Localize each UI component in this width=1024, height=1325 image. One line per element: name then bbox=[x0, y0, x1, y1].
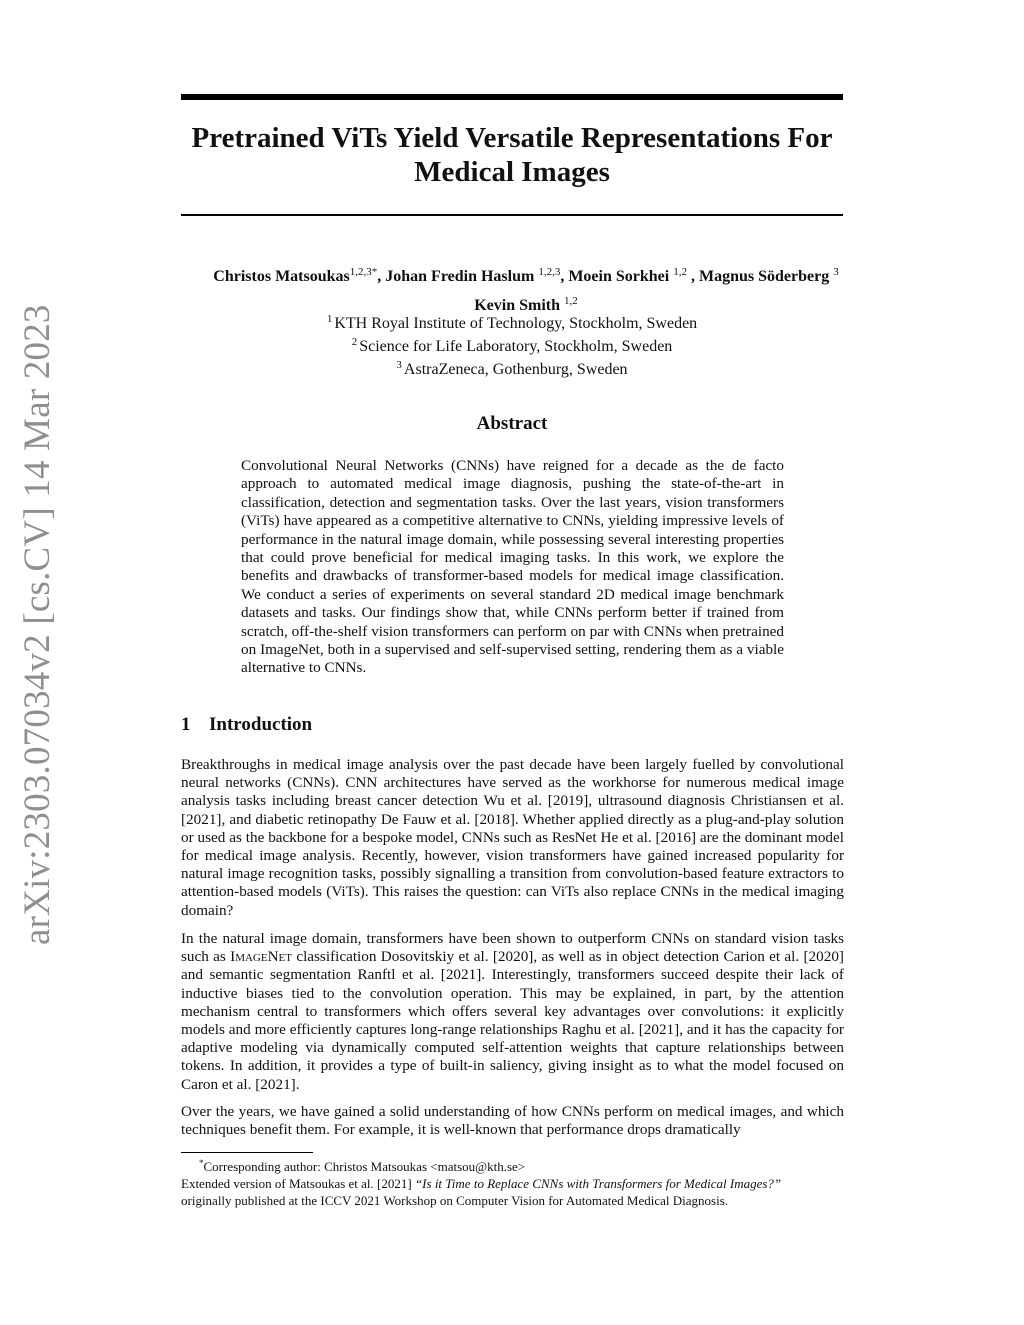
author-name: Kevin Smith bbox=[474, 297, 561, 314]
affiliation-sup: 1 bbox=[326, 313, 333, 325]
arxiv-watermark: arXiv:2303.07034v2 [cs.CV] 14 Mar 2023 bbox=[17, 304, 58, 945]
footnote-published: originally published at the ICCV 2021 Workshop on Computer Vision for Automated Medical Diagnosis. bbox=[181, 1193, 729, 1208]
extended-version-title: “Is it Time to Replace CNNs with Transformers for Medical Images?” bbox=[414, 1176, 782, 1191]
affiliation-list bbox=[181, 310, 843, 379]
affiliation-item bbox=[181, 356, 843, 379]
author-affiliation-sup: 1,2,3 bbox=[349, 266, 372, 278]
section-number: 1 bbox=[181, 714, 191, 735]
paper-title bbox=[181, 121, 843, 189]
author-name: Moein Sorkhei bbox=[568, 268, 670, 285]
affiliation-text: Science for Life Laboratory, Stockholm, Sweden bbox=[359, 338, 673, 355]
affiliation-sup: 2 bbox=[351, 336, 358, 348]
title-line-2: Medical Images bbox=[414, 156, 610, 188]
affiliation-sup: 3 bbox=[396, 359, 402, 371]
title-bottom-rule bbox=[181, 214, 843, 216]
footnote-corresponding bbox=[181, 1155, 844, 1175]
affiliation-text: AstraZeneca, Gothenburg, Sweden bbox=[403, 361, 628, 378]
section-title: Introduction bbox=[209, 714, 313, 735]
author-affiliation-sup: 1,2 bbox=[564, 295, 578, 307]
author-affiliation-sup: 1,2 bbox=[673, 266, 687, 278]
title-line-1: Pretrained ViTs Yield Versatile Representations For bbox=[191, 122, 833, 154]
intro-paragraph-1: Breakthroughs in medical image analysis over the past decade have been largely fuelled by convolutional neural networks (CNNs). CNN architectures have served as the workhorse for numerous medical image analysis tasks including breast cancer detection Wu et al. [2019], ultrasound diagnosis Christiansen et al. [2021], and diabetic retinopathy De Fauw et al. [2018]. Whether applied directly as a plug-and-play solution or used as the backbone for a bespoke model, CNNs such as ResNet He et al. [2016] are the dominant model for medical image analysis. Recently, however, vision transformers have gained increased popularity for natural image recognition tasks, possibly signalling a transition from convolution-based feature extractors to attention-based models (ViTs). This raises the question: can ViTs also replace CNNs in the medical imaging domain? bbox=[181, 756, 844, 919]
abstract-text: Convolutional Neural Networks (CNNs) have reigned for a decade as the de facto approach to automated medical image diagnosis, pushing the state-of-the-art in classification, detection and segmentation tasks. Over the last years, vision transformers (ViTs) have appeared as a competitive alternative to CNNs, yielding impressive levels of performance in the natural image domain, while possessing several interesting properties that could prove beneficial for medical imaging tasks. In this work, we explore the benefits and drawbacks of transformer-based models for medical image classification. We conduct a series of experiments on several standard 2D medical image benchmark datasets and tasks. Our findings show that, while CNNs perform better if trained from scratch, off-the-shelf vision transformers can perform on par with CNNs when pretrained on ImageNet, both in a supervised and self-supervised setting, rendering them as a viable alternative to CNNs. bbox=[241, 457, 784, 677]
footnote-extended bbox=[181, 1175, 844, 1192]
affiliation-text: KTH Royal Institute of Technology, Stockholm, Sweden bbox=[334, 315, 698, 332]
intro-paragraph-2-start: In the natural image domain, transformers have been shown to outperform CNNs on standard vision tasks such as bbox=[181, 930, 844, 966]
author-name: Christos Matsoukas bbox=[213, 268, 350, 285]
title-top-rule bbox=[181, 94, 843, 100]
intro-paragraph-3: Over the years, we have gained a solid understanding of how CNNs perform on medical images, and which techniques benefit them. For example, it is well-known that performance drops dramatically bbox=[181, 1103, 844, 1139]
intro-paragraph-2-rest: classification Dosovitskiy et al. [2020], as well as in object detection Carion et al. [2020] and semantic segmentation Ranftl et al. [2021]. Interestingly, transformers succeed despite their lack of inductive biases tied to the convolution operation. This may be explained, in part, by the attention mechanism central to transformers which offers several key advantages over convolutions: it explicitly models and more efficiently captures long-range relationships Raghu et al. [2021], and it has the capacity for adaptive modeling via dynamically computed self-attention weights that capture relationships between tokens. In addition, it provides a type of built-in saliency, giving insight as to what the model focused on Caron et al. [2021]. bbox=[181, 948, 844, 1093]
intro-paragraph-2 bbox=[181, 930, 844, 1094]
footnotes bbox=[181, 1155, 844, 1209]
author-name: Johan Fredin Haslum bbox=[385, 268, 535, 285]
author-row-1: Christos Matsoukas$^{1,2,3*}$, Johan Fredin Haslum $^{1,2,3}$, Moein Sorkhei $^{1,2}$ , Magnus Söderberg $^3$ bbox=[213, 266, 839, 285]
imagenet-term: ImageNet bbox=[230, 948, 292, 966]
footnote-marker: * bbox=[199, 1158, 204, 1168]
author-affiliation-sup: 3 bbox=[833, 266, 839, 278]
affiliation-item bbox=[181, 333, 843, 356]
footnote-rule bbox=[181, 1152, 313, 1153]
corresponding-author-text: Corresponding author: Christos Matsoukas <matsou@kth.se> bbox=[203, 1159, 526, 1174]
author-affiliation-sup: 1,2,3 bbox=[538, 266, 561, 278]
affiliation-item bbox=[181, 310, 843, 333]
abstract-heading: Abstract bbox=[476, 413, 548, 434]
author-name: Magnus Söderberg bbox=[698, 268, 830, 285]
author-star-sup: * bbox=[371, 266, 378, 278]
extended-version-text: Extended version of Matsoukas et al. [2021] bbox=[181, 1176, 415, 1191]
section-heading-introduction bbox=[181, 713, 312, 737]
